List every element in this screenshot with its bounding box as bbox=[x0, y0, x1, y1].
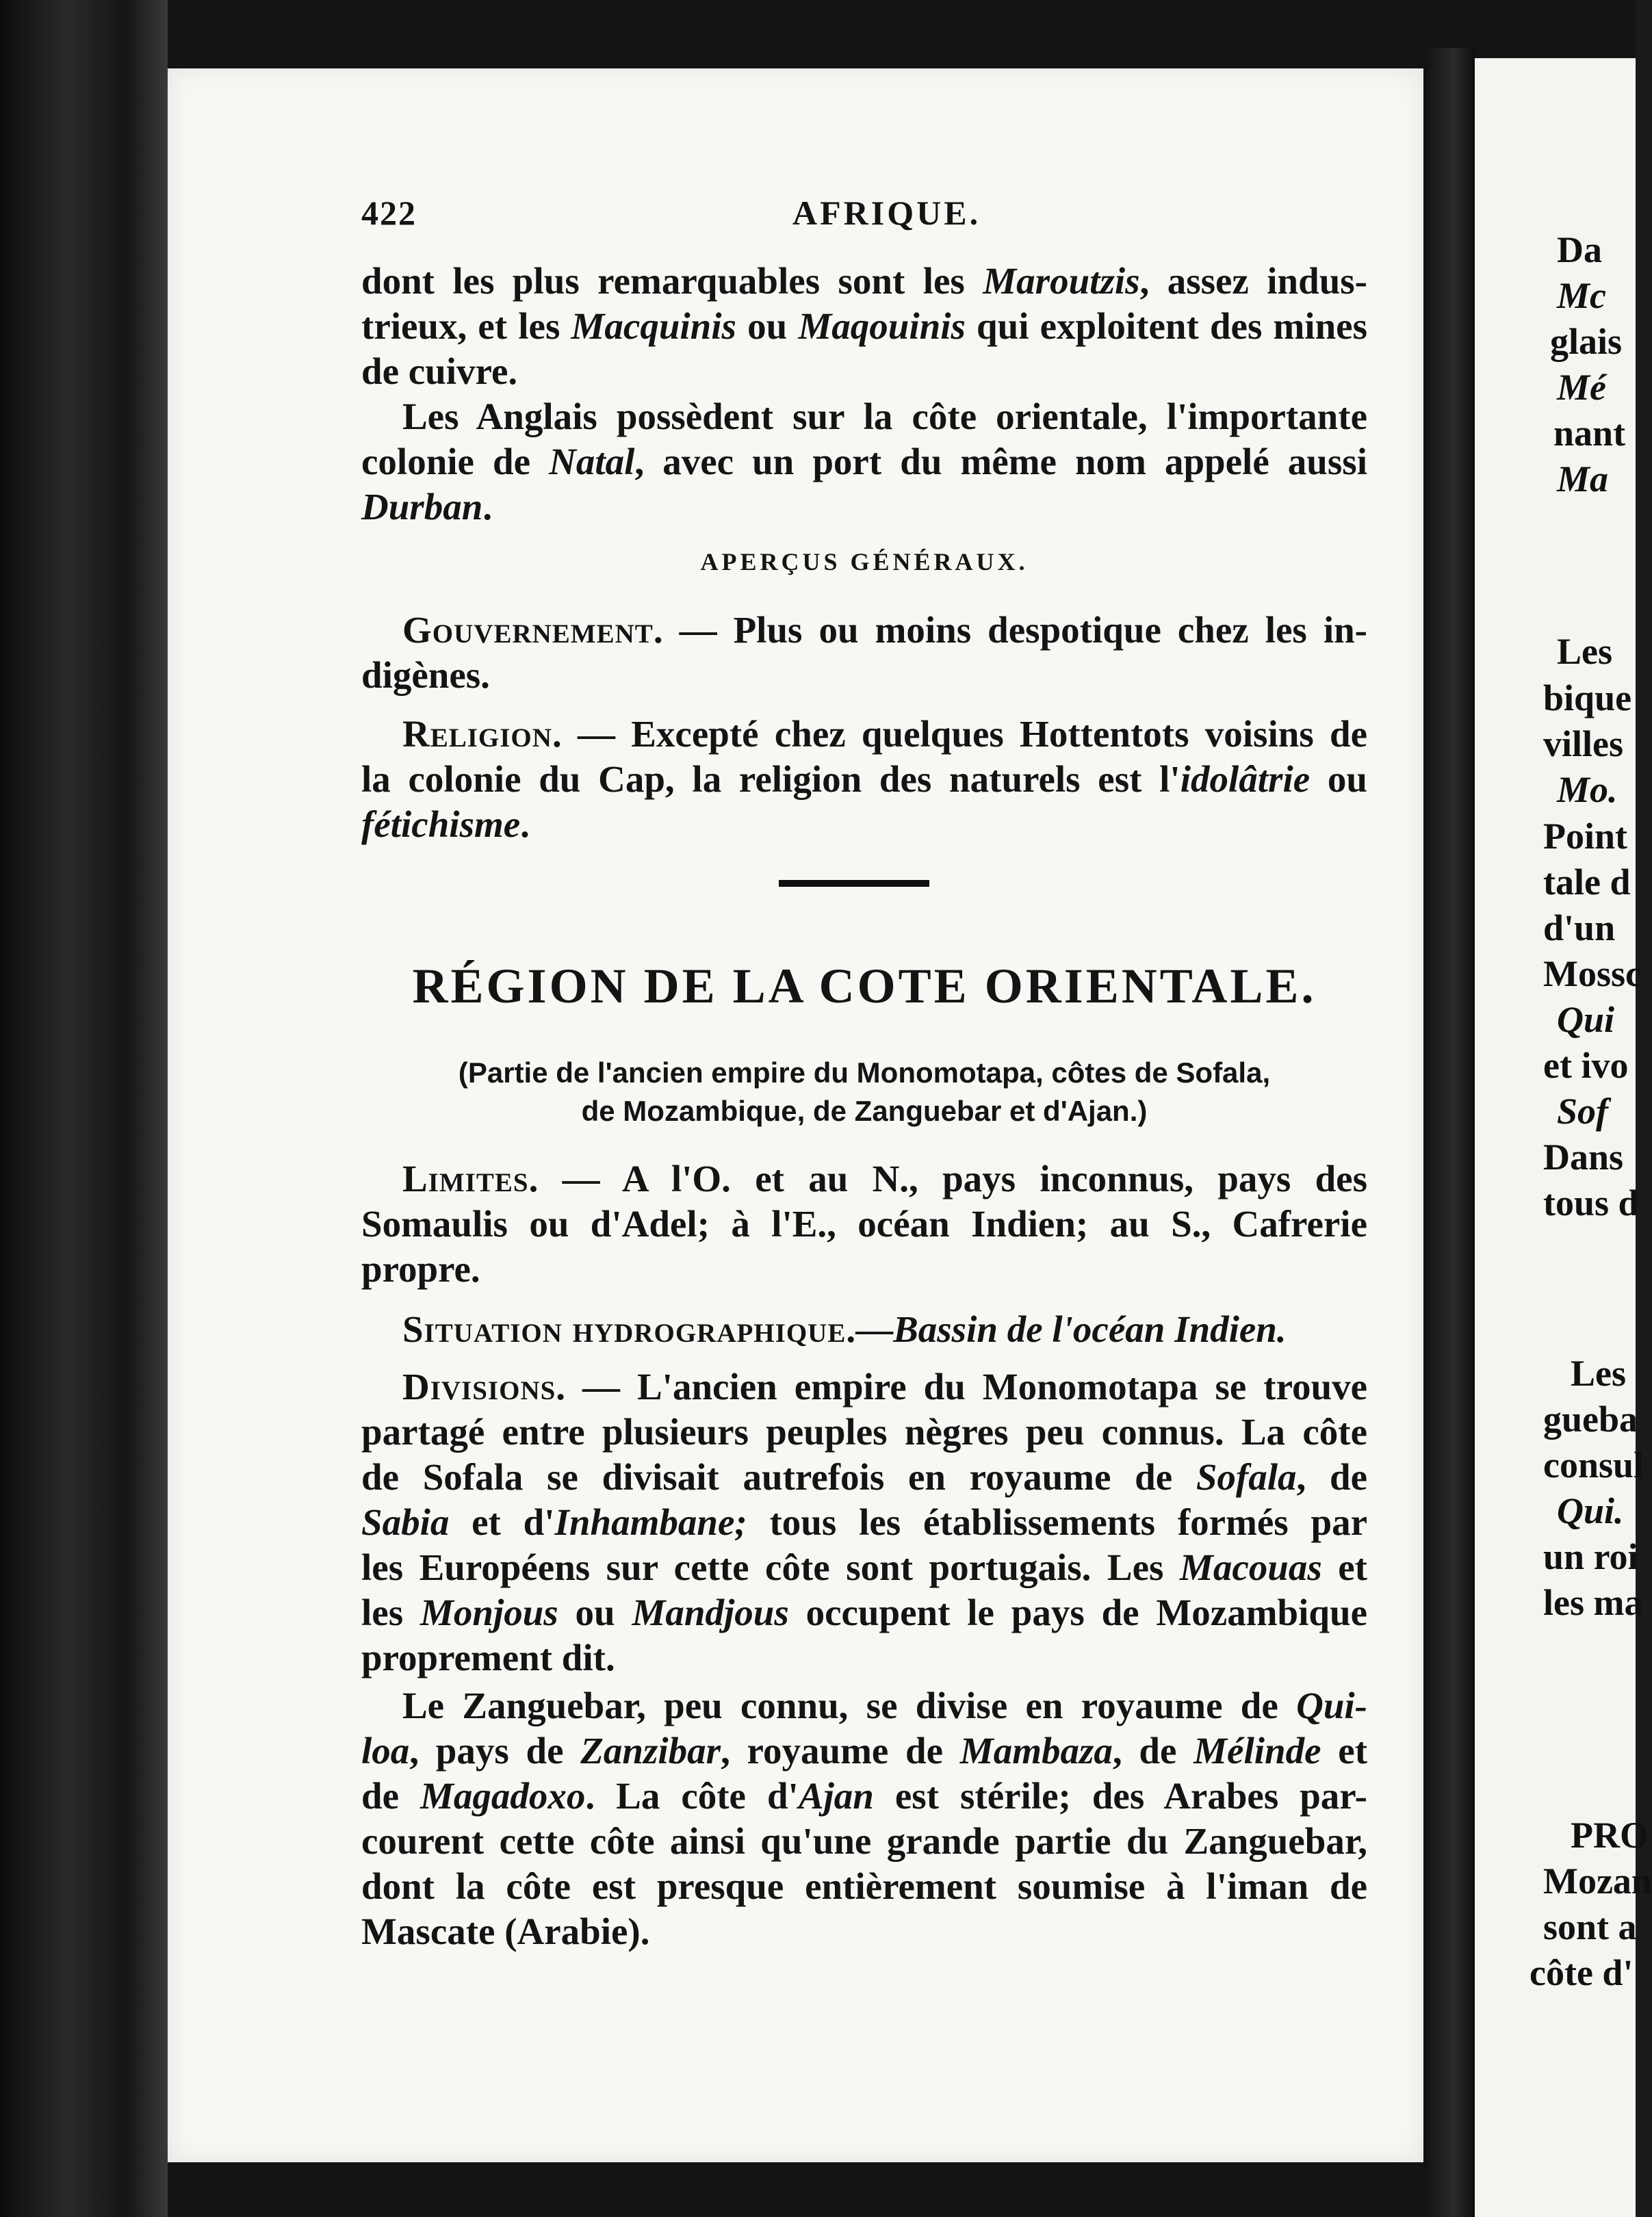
facing-line: Mé bbox=[1557, 367, 1606, 408]
running-head: AFRIQUE. bbox=[792, 194, 981, 232]
situation-paragraph bbox=[361, 1307, 1367, 1352]
facing-line: Da bbox=[1557, 229, 1602, 270]
facing-line: glais bbox=[1550, 321, 1623, 362]
facing-line: gueba bbox=[1543, 1399, 1638, 1440]
text-line: Religion. — Excepté chez quelques Hottentots voisins de bbox=[402, 713, 1367, 755]
natal-paragraph bbox=[361, 394, 1367, 530]
facing-line: PRO bbox=[1571, 1815, 1649, 1856]
entry-label: Divisions bbox=[402, 1366, 556, 1408]
text-line: les Monjous ou Mandjous occupent le pays de Mozambique bbox=[361, 1592, 1367, 1633]
section-divider bbox=[779, 880, 929, 887]
text-line: Le Zanguebar, peu connu, se divise en royaume de Qui- bbox=[402, 1685, 1367, 1726]
text-line: Somaulis ou d'Adel; à l'E., océan Indien; au S., Cafrerie bbox=[361, 1203, 1367, 1245]
facing-line: Mozan bbox=[1543, 1861, 1652, 1902]
facing-line: Qui bbox=[1557, 999, 1615, 1040]
text-line: Sabia et d'Inhambane; tous les établissements formés par bbox=[361, 1501, 1367, 1543]
entry-label: Situation hydrographique bbox=[402, 1308, 847, 1350]
text-line: Limites. — A l'O. et au N., pays inconnus, pays des bbox=[402, 1158, 1367, 1200]
facing-line: Point bbox=[1543, 816, 1628, 857]
facing-line: sont a bbox=[1543, 1906, 1637, 1947]
text-line: de Sofala se divisait autrefois en royaume de Sofala, de bbox=[361, 1456, 1367, 1498]
entry-label: Gouvernement bbox=[402, 609, 654, 651]
apercus-heading: APERÇUS GÉNÉRAUX. bbox=[700, 548, 1029, 575]
section-title: RÉGION DE LA COTE ORIENTALE. bbox=[412, 959, 1317, 1013]
text-line: Gouvernement. — Plus ou moins despotique chez les in- bbox=[402, 609, 1367, 651]
entry-label: Limites bbox=[402, 1158, 529, 1200]
text-line: Situation hydrographique.—Bassin de l'océan Indien. bbox=[402, 1308, 1287, 1350]
text-line: courent cette côte ainsi qu'une grande partie du Zanguebar, bbox=[361, 1820, 1367, 1862]
book-gutter bbox=[1423, 48, 1475, 2217]
page-header bbox=[361, 193, 1367, 234]
text-line: dont la côte est presque entièrement soumise à l'iman de bbox=[361, 1865, 1367, 1907]
facing-line: bique bbox=[1543, 677, 1632, 718]
text-line: colonie de Natal, avec un port du même nom appelé aussi bbox=[361, 441, 1367, 482]
facing-line: Mo. bbox=[1557, 769, 1618, 810]
text-line: Durban. bbox=[361, 486, 493, 528]
religion-paragraph bbox=[361, 712, 1367, 847]
subtitle-line: de Mozambique, de Zanguebar et d'Ajan.) bbox=[581, 1095, 1148, 1127]
text-line: la colonie du Cap, la religion des naturels est l'idolâtrie ou bbox=[361, 758, 1367, 800]
text-line: dont les plus remarquables sont les Maroutzis, assez indus- bbox=[361, 260, 1368, 302]
facing-line: tale d bbox=[1543, 861, 1631, 903]
text-line: digènes. bbox=[361, 654, 490, 696]
facing-line: Les bbox=[1557, 631, 1612, 672]
facing-line: Qui. bbox=[1557, 1490, 1624, 1531]
text-line: de Magadoxo. La côte d'Ajan est stérile; des Arabes par- bbox=[361, 1775, 1367, 1817]
facing-line: Les bbox=[1571, 1353, 1626, 1394]
facing-line: consul bbox=[1543, 1444, 1644, 1486]
facing-line: nant bbox=[1553, 413, 1626, 454]
text-line: Les Anglais possèdent sur la côte orientale, l'importante bbox=[402, 396, 1367, 437]
text-line: Divisions. — L'ancien empire du Monomotapa se trouve bbox=[402, 1366, 1367, 1408]
divisions-paragraph bbox=[361, 1364, 1367, 1681]
text-line: partagé entre plusieurs peuples nègres peu connus. La côte bbox=[361, 1411, 1367, 1453]
text-line: propre. bbox=[361, 1248, 480, 1290]
limites-paragraph bbox=[361, 1156, 1367, 1292]
text-line: de cuivre. bbox=[361, 350, 518, 392]
text-line: trieux, et les Macquinis ou Maqouinis qui exploitent des mines bbox=[361, 305, 1367, 347]
section-subtitle bbox=[361, 1054, 1367, 1130]
facing-line: Ma bbox=[1557, 458, 1609, 500]
text-line: fétichisme. bbox=[361, 803, 530, 845]
intro-paragraph bbox=[361, 259, 1367, 394]
book-edge-left bbox=[0, 0, 168, 2217]
facing-line: un roi bbox=[1543, 1536, 1638, 1577]
facing-line: tous d bbox=[1543, 1182, 1639, 1223]
text-line: Mascate (Arabie). bbox=[361, 1910, 650, 1952]
facing-line: villes bbox=[1543, 723, 1623, 764]
page-right-partial bbox=[1475, 58, 1652, 2217]
text-line: loa, pays de Zanzibar, royaume de Mambaza, de Mélinde et bbox=[361, 1730, 1368, 1772]
entry-label: Religion bbox=[402, 713, 552, 755]
text-line: proprement dit. bbox=[361, 1637, 615, 1678]
facing-line: Sof bbox=[1557, 1091, 1609, 1132]
facing-line: côte d' bbox=[1530, 1952, 1634, 1993]
subtitle-line: (Partie de l'ancien empire du Monomotapa, côtes de Sofala, bbox=[458, 1056, 1271, 1089]
zanguebar-paragraph bbox=[361, 1683, 1367, 1954]
facing-line: Dans bbox=[1543, 1137, 1624, 1178]
facing-line: Mossc bbox=[1543, 953, 1642, 994]
page-number: 422 bbox=[361, 194, 417, 232]
gouvernement-paragraph bbox=[361, 608, 1367, 698]
text-line: les Européens sur cette côte sont portugais. Les Macouas et bbox=[361, 1546, 1367, 1588]
facing-line: les ma bbox=[1543, 1582, 1643, 1623]
facing-line: et ivo bbox=[1543, 1045, 1629, 1086]
facing-line: Mc bbox=[1557, 275, 1606, 316]
facing-line: d'un bbox=[1543, 907, 1616, 948]
